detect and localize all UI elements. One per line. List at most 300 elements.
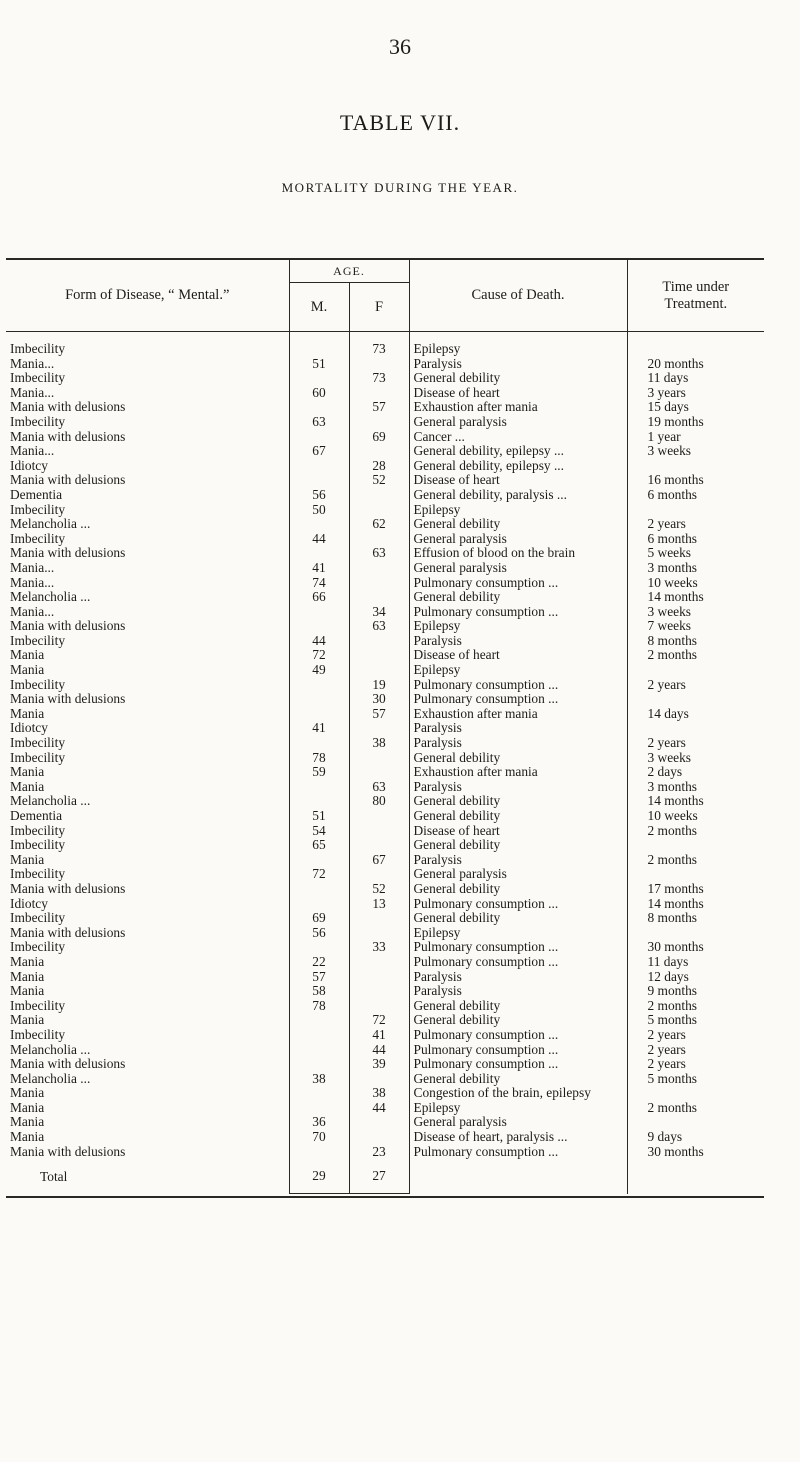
age-female-cell: [349, 663, 409, 678]
table-row: [6, 444, 764, 459]
time-cell: 16 months: [627, 473, 764, 488]
time-cell: 2 months: [627, 648, 764, 663]
form-cell: Melancholia ...: [10, 794, 91, 809]
mortality-table: [6, 258, 764, 1194]
age-female-cell: 38: [349, 736, 409, 751]
time-cell: 3 weeks: [627, 605, 764, 620]
age-female-cell: 63: [349, 546, 409, 561]
age-male-cell: 78: [289, 751, 349, 766]
time-cell: 2 months: [627, 1101, 764, 1116]
table-row: [6, 357, 764, 372]
table-row: [6, 663, 764, 678]
cause-cell: General debility: [409, 517, 627, 532]
age-male-cell: [289, 897, 349, 912]
time-cell: 1 year: [627, 430, 764, 445]
age-female-cell: [349, 926, 409, 941]
cause-cell: Pulmonary consumption ...: [409, 692, 627, 707]
age-male-cell: 41: [289, 721, 349, 736]
form-cell: Mania: [10, 648, 45, 663]
table-row: [6, 751, 764, 766]
form-cell: Mania...: [10, 385, 55, 400]
table-row: [6, 415, 764, 430]
cause-cell: Epilepsy: [409, 663, 627, 678]
table-row: [6, 794, 764, 809]
form-cell: Idiotcy: [10, 721, 48, 736]
time-cell: 2 years: [627, 517, 764, 532]
table-row: [6, 721, 764, 736]
form-cell: Imbecility: [10, 531, 66, 546]
age-female-cell: [349, 590, 409, 605]
table-row: [6, 1028, 764, 1043]
total-time-blank: [627, 1159, 764, 1194]
form-cell: Mania with delusions: [10, 546, 126, 561]
age-male-cell: 57: [289, 970, 349, 985]
table-row: [6, 400, 764, 415]
time-cell: 2 years: [627, 1057, 764, 1072]
cause-cell: General debility: [409, 751, 627, 766]
cause-cell: General paralysis: [409, 561, 627, 576]
cause-cell: Pulmonary consumption ...: [409, 605, 627, 620]
total-female: 27: [349, 1159, 409, 1194]
table-row: [6, 911, 764, 926]
form-cell: Imbecility: [10, 1027, 66, 1042]
age-female-cell: 63: [349, 780, 409, 795]
header-female: F: [349, 283, 409, 332]
age-male-cell: [289, 619, 349, 634]
age-female-cell: 44: [349, 1043, 409, 1058]
cause-cell: Disease of heart, paralysis ...: [409, 1130, 627, 1145]
table-row: [6, 648, 764, 663]
form-cell: Mania...: [10, 444, 55, 459]
time-cell: [627, 332, 764, 357]
age-female-cell: 34: [349, 605, 409, 620]
time-cell: [627, 721, 764, 736]
age-female-cell: 73: [349, 332, 409, 357]
cause-cell: Paralysis: [409, 634, 627, 649]
cause-cell: General debility: [409, 1013, 627, 1028]
time-cell: 8 months: [627, 911, 764, 926]
cause-cell: Exhaustion after mania: [409, 765, 627, 780]
age-female-cell: 80: [349, 794, 409, 809]
table-row: [6, 1101, 764, 1116]
age-female-cell: 38: [349, 1086, 409, 1101]
age-male-cell: 70: [289, 1130, 349, 1145]
table-row: [6, 897, 764, 912]
table-row: [6, 619, 764, 634]
table-bottom-rule: [6, 1196, 764, 1198]
age-female-cell: [349, 999, 409, 1014]
page-number: 36: [389, 34, 411, 59]
time-cell: 11 days: [627, 955, 764, 970]
cause-cell: General debility, epilepsy ...: [409, 459, 627, 474]
time-cell: [627, 663, 764, 678]
age-male-cell: [289, 546, 349, 561]
age-male-cell: 56: [289, 926, 349, 941]
table-row: [6, 940, 764, 955]
total-male: 29: [289, 1159, 349, 1194]
age-female-cell: 73: [349, 371, 409, 386]
time-cell: 15 days: [627, 400, 764, 415]
age-female-cell: 62: [349, 517, 409, 532]
age-female-cell: [349, 648, 409, 663]
table-row: [6, 765, 764, 780]
header-male: M.: [289, 283, 349, 332]
cause-cell: Paralysis: [409, 780, 627, 795]
age-female-cell: [349, 824, 409, 839]
age-male-cell: 74: [289, 576, 349, 591]
cause-cell: Epilepsy: [409, 926, 627, 941]
cause-cell: General paralysis: [409, 415, 627, 430]
form-cell: Imbecility: [10, 823, 66, 838]
total-cause-blank: [409, 1159, 627, 1194]
age-female-cell: 63: [349, 619, 409, 634]
time-cell: 30 months: [627, 940, 764, 955]
cause-cell: Paralysis: [409, 721, 627, 736]
age-male-cell: [289, 1101, 349, 1116]
form-cell: Imbecility: [10, 750, 66, 765]
cause-cell: Pulmonary consumption ...: [409, 1145, 627, 1160]
age-male-cell: 72: [289, 648, 349, 663]
cause-cell: General debility: [409, 371, 627, 386]
age-male-cell: [289, 692, 349, 707]
age-female-cell: 30: [349, 692, 409, 707]
age-male-cell: 51: [289, 809, 349, 824]
table-title: TABLE VII.: [339, 110, 461, 135]
cause-cell: Pulmonary consumption ...: [409, 1028, 627, 1043]
table-row: [6, 1013, 764, 1028]
age-male-cell: [289, 371, 349, 386]
age-female-cell: [349, 444, 409, 459]
table-row: [6, 970, 764, 985]
age-female-cell: [349, 751, 409, 766]
table-row: [6, 780, 764, 795]
table-row: [6, 999, 764, 1014]
cause-cell: General paralysis: [409, 867, 627, 882]
age-male-cell: [289, 473, 349, 488]
table-row: [6, 1130, 764, 1145]
table-row: [6, 605, 764, 620]
table-row: [6, 430, 764, 445]
age-male-cell: [289, 678, 349, 693]
form-cell: Dementia: [10, 809, 63, 823]
age-female-cell: [349, 809, 409, 824]
cause-cell: Paralysis: [409, 357, 627, 372]
table-row: [6, 736, 764, 751]
cause-cell: Pulmonary consumption ...: [409, 1057, 627, 1072]
age-male-cell: 50: [289, 503, 349, 518]
table-row: [6, 824, 764, 839]
header-cause: Cause of Death.: [409, 259, 627, 332]
age-male-cell: 60: [289, 386, 349, 401]
form-cell: Mania...: [10, 560, 55, 575]
time-cell: [627, 926, 764, 941]
table-row: [6, 984, 764, 999]
form-cell: Mania: [10, 852, 45, 867]
cause-cell: Epilepsy: [409, 1101, 627, 1116]
time-cell: 3 weeks: [627, 444, 764, 459]
age-male-cell: 54: [289, 824, 349, 839]
cause-cell: General debility: [409, 1072, 627, 1087]
form-cell: Imbecility: [10, 341, 66, 356]
age-male-cell: [289, 1043, 349, 1058]
age-male-cell: [289, 707, 349, 722]
age-male-cell: [289, 430, 349, 445]
age-female-cell: [349, 561, 409, 576]
cause-cell: Paralysis: [409, 970, 627, 985]
age-male-cell: 22: [289, 955, 349, 970]
form-cell: Melancholia ...: [10, 1071, 91, 1086]
time-cell: [627, 459, 764, 474]
time-cell: [627, 503, 764, 518]
form-cell: Mania with delusions: [10, 400, 126, 415]
form-cell: Melancholia ...: [10, 590, 91, 605]
cause-cell: Paralysis: [409, 984, 627, 999]
cause-cell: General debility: [409, 794, 627, 809]
time-cell: 3 years: [627, 386, 764, 401]
age-male-cell: 44: [289, 532, 349, 547]
time-cell: 3 weeks: [627, 751, 764, 766]
time-cell: 19 months: [627, 415, 764, 430]
cause-cell: Pulmonary consumption ...: [409, 955, 627, 970]
age-female-cell: 44: [349, 1101, 409, 1116]
form-cell: Mania: [10, 706, 45, 721]
form-cell: Mania with delusions: [10, 473, 126, 488]
cause-cell: General debility: [409, 882, 627, 897]
table-subtitle: MORTALITY DURING THE YEAR.: [281, 180, 519, 195]
age-female-cell: [349, 386, 409, 401]
table-row: [6, 867, 764, 882]
table-row: [6, 371, 764, 386]
table-row: [6, 707, 764, 722]
mortality-table-wrap: [6, 258, 764, 1194]
age-male-cell: [289, 605, 349, 620]
table-row: [6, 678, 764, 693]
table-row: [6, 882, 764, 897]
age-male-cell: [289, 736, 349, 751]
age-male-cell: [289, 1013, 349, 1028]
age-male-cell: 41: [289, 561, 349, 576]
cause-cell: Pulmonary consumption ...: [409, 940, 627, 955]
age-male-cell: 59: [289, 765, 349, 780]
age-female-cell: [349, 576, 409, 591]
form-cell: Mania with delusions: [10, 692, 126, 707]
time-cell: 2 months: [627, 999, 764, 1014]
age-male-cell: [289, 1086, 349, 1101]
age-male-cell: 72: [289, 867, 349, 882]
age-female-cell: [349, 970, 409, 985]
age-female-cell: 69: [349, 430, 409, 445]
cause-cell: Congestion of the brain, epilepsy: [409, 1086, 627, 1101]
table-row: [6, 1072, 764, 1087]
header-age: AGE.: [289, 259, 409, 283]
table-row: [6, 473, 764, 488]
cause-cell: General debility: [409, 999, 627, 1014]
age-female-cell: 67: [349, 853, 409, 868]
age-female-cell: 33: [349, 940, 409, 955]
time-cell: 10 weeks: [627, 576, 764, 591]
table-row: [6, 1145, 764, 1160]
time-cell: [627, 1086, 764, 1101]
form-cell: Mania: [10, 779, 45, 794]
time-cell: [627, 838, 764, 853]
age-male-cell: 67: [289, 444, 349, 459]
form-cell: Imbecility: [10, 633, 66, 648]
form-cell: Mania: [10, 969, 45, 984]
age-female-cell: 39: [349, 1057, 409, 1072]
time-cell: 17 months: [627, 882, 764, 897]
age-male-cell: [289, 517, 349, 532]
cause-cell: Disease of heart: [409, 473, 627, 488]
age-male-cell: [289, 794, 349, 809]
age-female-cell: 19: [349, 678, 409, 693]
age-female-cell: [349, 488, 409, 503]
time-cell: 9 days: [627, 1130, 764, 1145]
age-female-cell: [349, 955, 409, 970]
table-row: [6, 517, 764, 532]
time-cell: 2 months: [627, 853, 764, 868]
age-female-cell: [349, 1130, 409, 1145]
total-label: Total: [40, 1168, 68, 1184]
age-female-cell: [349, 867, 409, 882]
table-row: [6, 503, 764, 518]
form-cell: Imbecility: [10, 736, 66, 751]
form-cell: Mania with delusions: [10, 881, 126, 896]
time-cell: 30 months: [627, 1145, 764, 1160]
age-female-cell: [349, 532, 409, 547]
age-female-cell: [349, 911, 409, 926]
time-cell: 14 months: [627, 794, 764, 809]
cause-cell: General debility, paralysis ...: [409, 488, 627, 503]
age-male-cell: [289, 780, 349, 795]
form-cell: Mania with delusions: [10, 925, 126, 940]
age-male-cell: 63: [289, 415, 349, 430]
age-male-cell: 78: [289, 999, 349, 1014]
form-cell: Imbecility: [10, 414, 66, 429]
cause-cell: Epilepsy: [409, 503, 627, 518]
time-cell: 14 months: [627, 590, 764, 605]
age-male-cell: [289, 1057, 349, 1072]
table-row: [6, 809, 764, 824]
time-cell: 7 weeks: [627, 619, 764, 634]
table-row: [6, 590, 764, 605]
form-cell: Imbecility: [10, 940, 66, 955]
table-row: [6, 459, 764, 474]
cause-cell: Pulmonary consumption ...: [409, 897, 627, 912]
form-cell: Mania: [10, 1115, 45, 1130]
form-cell: Melancholia ...: [10, 517, 91, 532]
time-cell: 5 weeks: [627, 546, 764, 561]
cause-cell: Epilepsy: [409, 619, 627, 634]
table-row: [6, 838, 764, 853]
age-male-cell: 66: [289, 590, 349, 605]
cause-cell: General debility: [409, 590, 627, 605]
cause-cell: Disease of heart: [409, 824, 627, 839]
form-cell: Idiotcy: [10, 458, 48, 473]
time-cell: 2 years: [627, 1043, 764, 1058]
time-cell: 2 days: [627, 765, 764, 780]
table-row: [6, 853, 764, 868]
time-cell: 20 months: [627, 357, 764, 372]
age-female-cell: 13: [349, 897, 409, 912]
time-cell: [627, 867, 764, 882]
form-cell: Idiotcy: [10, 896, 48, 911]
form-cell: Mania: [10, 954, 45, 969]
cause-cell: Disease of heart: [409, 648, 627, 663]
table-row: [6, 386, 764, 401]
age-female-cell: [349, 984, 409, 999]
age-male-cell: [289, 400, 349, 415]
age-female-cell: [349, 838, 409, 853]
age-female-cell: [349, 357, 409, 372]
age-male-cell: 58: [289, 984, 349, 999]
cause-cell: Epilepsy: [409, 332, 627, 357]
form-cell: Mania with delusions: [10, 1144, 126, 1159]
table-row: [6, 692, 764, 707]
table-row: [6, 546, 764, 561]
age-female-cell: [349, 634, 409, 649]
table-row: [6, 634, 764, 649]
table-row: [6, 576, 764, 591]
age-female-cell: [349, 1072, 409, 1087]
cause-cell: Paralysis: [409, 736, 627, 751]
age-male-cell: [289, 940, 349, 955]
table-row: [6, 1115, 764, 1130]
age-female-cell: 23: [349, 1145, 409, 1160]
form-cell: Imbecility: [10, 371, 66, 386]
age-female-cell: 28: [349, 459, 409, 474]
table-row: [6, 1043, 764, 1058]
table-row: [6, 488, 764, 503]
form-cell: Mania...: [10, 356, 55, 371]
form-cell: Mania with delusions: [10, 1057, 126, 1072]
age-female-cell: [349, 721, 409, 736]
cause-cell: Disease of heart: [409, 386, 627, 401]
age-male-cell: 69: [289, 911, 349, 926]
age-male-cell: [289, 459, 349, 474]
form-cell: Mania...: [10, 575, 55, 590]
table-row: [6, 955, 764, 970]
age-male-cell: [289, 882, 349, 897]
time-cell: [627, 692, 764, 707]
cause-cell: General debility, epilepsy ...: [409, 444, 627, 459]
time-cell: 5 months: [627, 1013, 764, 1028]
cause-cell: Paralysis: [409, 853, 627, 868]
cause-cell: Exhaustion after mania: [409, 400, 627, 415]
table-row: [6, 926, 764, 941]
form-cell: Mania: [10, 663, 45, 678]
age-female-cell: 41: [349, 1028, 409, 1043]
header-form: Form of Disease, “ Mental.”: [6, 259, 289, 332]
cause-cell: Exhaustion after mania: [409, 707, 627, 722]
table-row: [6, 1086, 764, 1101]
age-male-cell: 56: [289, 488, 349, 503]
cause-cell: Pulmonary consumption ...: [409, 576, 627, 591]
time-cell: 3 months: [627, 780, 764, 795]
form-cell: Mania: [10, 1100, 45, 1115]
age-female-cell: 52: [349, 473, 409, 488]
age-male-cell: [289, 1028, 349, 1043]
age-female-cell: [349, 765, 409, 780]
time-cell: 2 years: [627, 678, 764, 693]
form-cell: Melancholia ...: [10, 1042, 91, 1057]
age-female-cell: 52: [349, 882, 409, 897]
form-cell: Mania: [10, 1013, 45, 1028]
age-male-cell: [289, 853, 349, 868]
table-row: [6, 532, 764, 547]
header-time: Time under Treatment.: [627, 259, 764, 332]
age-female-cell: [349, 415, 409, 430]
form-cell: Imbecility: [10, 911, 66, 926]
